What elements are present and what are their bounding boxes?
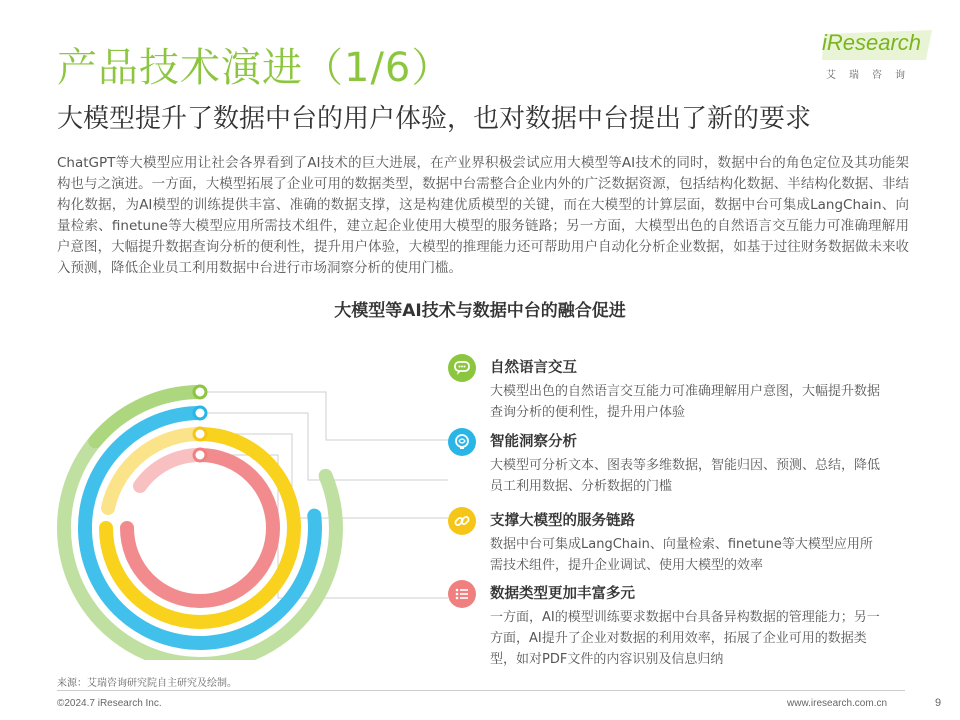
feature-title: 支撑大模型的服务链路 [490,513,635,529]
feature-title: 自然语言交互 [490,360,577,376]
ring-dot-green [194,386,206,398]
logo-cn-text: 艾瑞咨询 [826,70,918,81]
feature-desc: 数据中台可集成LangChain、向量检索、finetune等大模型应用所需技术组件，提升企业调试、使用大模型的效率 [490,537,873,573]
brain-icon [448,428,476,456]
feature-title: 智能洞察分析 [490,434,577,450]
page-subtitle: 大模型提升了数据中台的用户体验，也对数据中台提出了新的要求 [57,104,812,134]
intro-paragraph: ChatGPT等大模型应用让社会各界看到了AI技术的巨大进展，在产业界积极尝试应用大模型等AI技术的同时，数据中台的角色定位及其功能架构也与之演进。一方面，大模型拓展了企业可用的数据类型，数据中台需整合企业内外的广泛数据资源，包括结构化数据、半结构化数据、非结构化数据，为AI模型的训练提供丰富、准确的数据支撑，这是构建优质模型的关键，而在大模型的计算层面，数据中台可集成LangChain、向量检索、finetune等大模型应用所需技术组件，建立起企业使用大模型的服务链路；另一方面，大模型出色的自然语言交互能力可准确理解用户意图，大幅提升数据查询分析的便利性，提升用户体验，大模型的推理能力还可帮助用户自动化分析企业数据，如基于过往财务数据做未来收入预测，降低企业员工利用数据中台进行市场洞察分析的使用门槛。 [57,155,909,276]
iresearch-logo [822,30,934,85]
website-link[interactable]: www.iresearch.com.cn [787,698,888,709]
feature-desc: 大模型出色的自然语言交互能力可准确理解用户意图，大幅提升数据查询分析的便利性，提升用户体验 [490,384,881,420]
source-note: 来源：艾瑞咨询研究院自主研究及绘制。 [57,678,237,689]
chat-icon [448,354,476,382]
ring-dot-blue [194,407,206,419]
page-title: 产品技术演进（1/6） [57,45,453,91]
ring-dot-yellow [194,428,206,440]
list-icon [448,580,476,608]
logo-wordmark: iResearch [822,30,922,55]
copyright: ©2024.7 iResearch Inc. [57,698,162,709]
ring-dots [194,386,206,461]
feature-desc: 一方面，AI的模型训练要求数据中台具备异构数据的管理能力；另一方面，AI提升了企业对数据的利用效率，拓展了企业可用的数据类型，如对PDF文件的内容识别及信息归纳 [490,610,880,667]
feature-title: 数据类型更加丰富多元 [490,586,635,602]
ring-blue [85,413,315,643]
section-title: 大模型等AI技术与数据中台的融合促进 [334,301,626,321]
ring-dot-red [194,449,206,461]
feature-desc: 大模型可分析文本、图表等多维数据，智能归因、预测、总结，降低员工利用数据、分析数据的门槛 [490,458,881,494]
connector-line-1 [200,392,448,440]
ring-red-tail [140,455,200,486]
link-icon [448,507,476,535]
footer-divider [57,690,905,691]
page-number: 9 [935,697,942,709]
